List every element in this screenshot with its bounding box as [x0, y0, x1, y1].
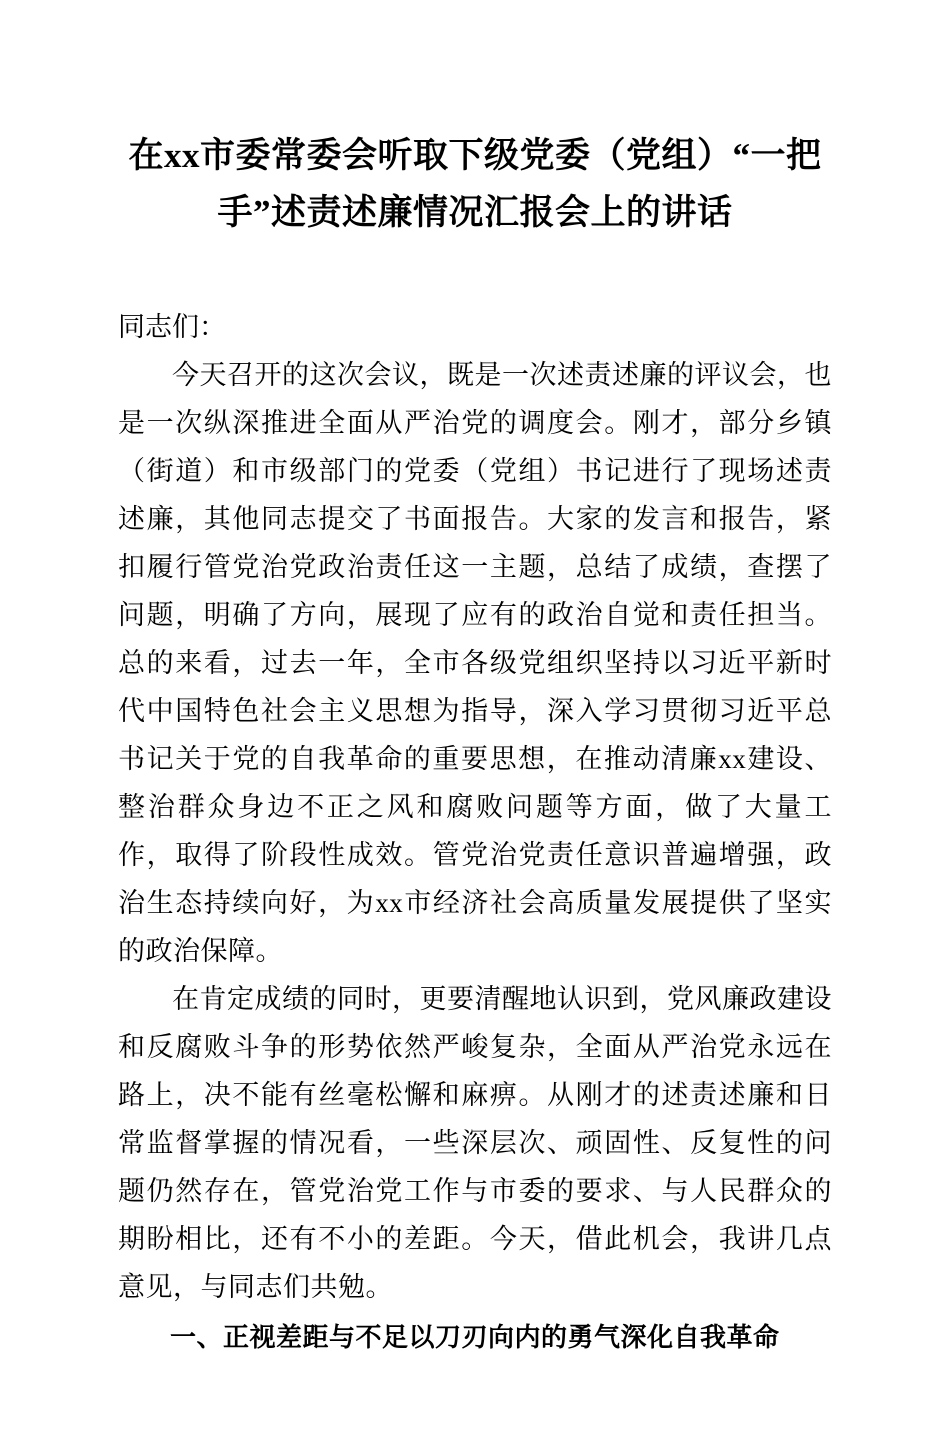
- body-paragraph-1: 今天召开的这次会议，既是一次述责述廉的评议会，也是一次纵深推进全面从严治党的调度会。刚才，部分乡镇（街道）和市级部门的党委（党组）书记进行了现场述责述廉，其他同志提交了书面报告。大家的发言和报告，紧扣履行管党治党政治责任这一主题，总结了成绩，查摆了问题，明确了方向，展现了应有的政治自觉和责任担当。总的来看，过去一年，全市各级党组织坚持以习近平新时代中国特色社会主义思想为指导，深入学习贯彻习近平总书记关于党的自我革命的重要思想，在推动清廉xx建设、整治群众身边不正之风和腐败问题等方面，做了大量工作，取得了阶段性成效。管党治党责任意识普遍增强，政治生态持续向好，为xx市经济社会高质量发展提供了坚实的政治保障。: [118, 360, 832, 967]
- salutation-line: 同志们：: [118, 312, 226, 343]
- body-paragraph-2: 在肯定成绩的同时，更要清醒地认识到，党风廉政建设和反腐败斗争的形势依然严峻复杂，全面从严治党永远在路上，决不能有丝毫松懈和麻痹。从刚才的述责述廉和日常监督掌握的情况看，一些深层次、顽固性、反复性的问题仍然存在，管党治党工作与市委的要求、与人民群众的期盼相比，还有不小的差距。今天，借此机会，我讲几点意见，与同志们共勉。: [118, 984, 832, 1303]
- section-heading-1: 一、正视差距与不足以刀刃向内的勇气深化自我革命: [170, 1322, 780, 1353]
- document-title: 在xx市委常委会听取下级党委（党组）“一把手”述责述廉情况汇报会上的讲话: [128, 136, 822, 232]
